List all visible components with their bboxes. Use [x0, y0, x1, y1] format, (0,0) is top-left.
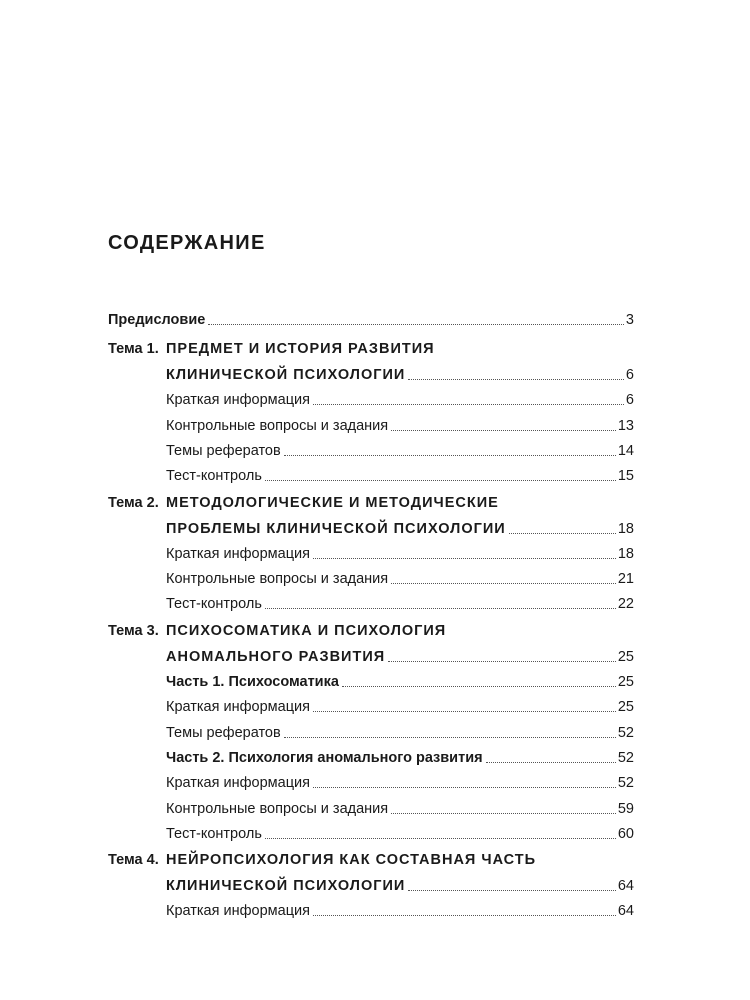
toc-entry-topic[interactable]: [166, 873, 634, 895]
page-number: 21: [617, 571, 634, 588]
dot-leader: [391, 583, 616, 584]
entry-title: Тест-контроль: [166, 596, 262, 613]
dot-leader: [342, 686, 616, 687]
dot-leader: [509, 533, 616, 534]
entry-title: Тест-контроль: [166, 825, 262, 842]
entry-title: Контрольные вопросы и задания: [166, 417, 389, 434]
dot-leader: [391, 813, 616, 814]
topic-title-line: ПРЕДМЕТ И ИСТОРИЯ РАЗВИТИЯ: [166, 341, 435, 357]
page-number: 64: [617, 903, 634, 920]
toc-entry-subsection[interactable]: [166, 413, 634, 435]
page-number: 60: [617, 825, 634, 842]
dot-leader: [284, 455, 616, 456]
toc-entry-preface[interactable]: [108, 307, 634, 329]
dot-leader: [313, 558, 616, 559]
toc-entry-subsection[interactable]: [166, 720, 634, 742]
dot-leader: [486, 762, 616, 763]
toc-entry-subsection[interactable]: [166, 694, 634, 716]
toc-entry-subsection[interactable]: [166, 821, 634, 843]
dot-leader: [265, 838, 616, 839]
entry-title: Тест-контроль: [166, 468, 262, 485]
entry-title: АНОМАЛЬНОГО РАЗВИТИЯ: [166, 648, 386, 665]
entry-title: ПРОБЛЕМЫ КЛИНИЧЕСКОЙ ПСИХОЛОГИИ: [166, 520, 506, 537]
page-number: 52: [617, 775, 634, 792]
topic-number: Тема 1.: [108, 341, 159, 357]
dot-leader: [284, 737, 616, 738]
dot-leader: [408, 379, 624, 380]
dot-leader: [313, 404, 624, 405]
toc-entry-subsection[interactable]: [166, 463, 634, 485]
toc-entry-subsection[interactable]: [166, 566, 634, 588]
topic-number: Тема 3.: [108, 622, 159, 639]
page-number: 18: [617, 520, 634, 537]
entry-title: Часть 1. Психосоматика: [166, 674, 339, 690]
dot-leader: [391, 430, 616, 431]
entry-title: КЛИНИЧЕСКОЙ ПСИХОЛОГИИ: [166, 367, 406, 383]
toc-entry-topic[interactable]: [166, 644, 634, 666]
table-of-contents: [108, 0, 634, 1000]
topic-number: Тема 4.: [108, 852, 159, 869]
page-number: 15: [617, 468, 634, 485]
dot-leader: [313, 787, 616, 788]
page-number: 13: [617, 417, 634, 434]
entry-title: Краткая информация: [166, 775, 310, 792]
page-number: 22: [617, 596, 634, 613]
entry-title: Контрольные вопросы и задания: [166, 800, 389, 817]
dot-leader: [388, 661, 616, 662]
toc-entry-subsection[interactable]: [166, 387, 634, 409]
page-number: 59: [617, 800, 634, 817]
entry-title: Часть 2. Психология аномального развития: [166, 749, 483, 766]
entry-title: Краткая информация: [166, 699, 310, 716]
toc-entry-subsection[interactable]: [166, 591, 634, 613]
entry-title: Краткая информация: [166, 903, 310, 920]
page-number: 3: [625, 312, 634, 328]
toc-entry-subsection[interactable]: [166, 669, 634, 691]
toc-entry-subsection[interactable]: [166, 541, 634, 563]
topic-title-line: ПСИХОСОМАТИКА И ПСИХОЛОГИЯ: [166, 622, 447, 639]
entry-title: Темы рефератов: [166, 724, 281, 741]
toc-entry-topic[interactable]: [166, 516, 634, 538]
page-number: 52: [617, 724, 634, 741]
page-number: 52: [617, 749, 634, 766]
toc-entry-topic[interactable]: [166, 362, 634, 384]
dot-leader: [313, 711, 616, 712]
page-number: 25: [617, 648, 634, 665]
toc-entry-subsection[interactable]: [166, 796, 634, 818]
page-number: 14: [617, 442, 634, 459]
toc-entry-subsection[interactable]: [166, 438, 634, 460]
page-title: СОДЕРЖАНИЕ: [108, 232, 266, 254]
page-number: 18: [617, 545, 634, 562]
dot-leader: [265, 608, 616, 609]
page-number: 64: [617, 878, 634, 895]
page-number: 6: [625, 367, 634, 383]
page-number: 25: [617, 674, 634, 690]
topic-title-line: НЕЙРОПСИХОЛОГИЯ КАК СОСТАВНАЯ ЧАСТЬ: [166, 852, 537, 869]
page-number: 6: [625, 392, 634, 409]
toc-entry-subsection[interactable]: [166, 745, 634, 767]
toc-entry-subsection[interactable]: [166, 898, 634, 920]
dot-leader: [313, 915, 616, 916]
entry-title: Краткая информация: [166, 545, 310, 562]
dot-leader: [208, 324, 624, 325]
dot-leader: [265, 480, 616, 481]
page-number: 25: [617, 699, 634, 716]
toc-entry-subsection[interactable]: [166, 770, 634, 792]
entry-title: Темы рефератов: [166, 442, 281, 459]
entry-title: КЛИНИЧЕСКОЙ ПСИХОЛОГИИ: [166, 878, 406, 895]
topic-number: Тема 2.: [108, 494, 159, 511]
dot-leader: [408, 890, 616, 891]
entry-title: Предисловие: [108, 312, 206, 328]
entry-title: Краткая информация: [166, 392, 310, 409]
topic-title-line: МЕТОДОЛОГИЧЕСКИЕ И МЕТОДИЧЕСКИЕ: [166, 494, 499, 511]
entry-title: Контрольные вопросы и задания: [166, 571, 389, 588]
